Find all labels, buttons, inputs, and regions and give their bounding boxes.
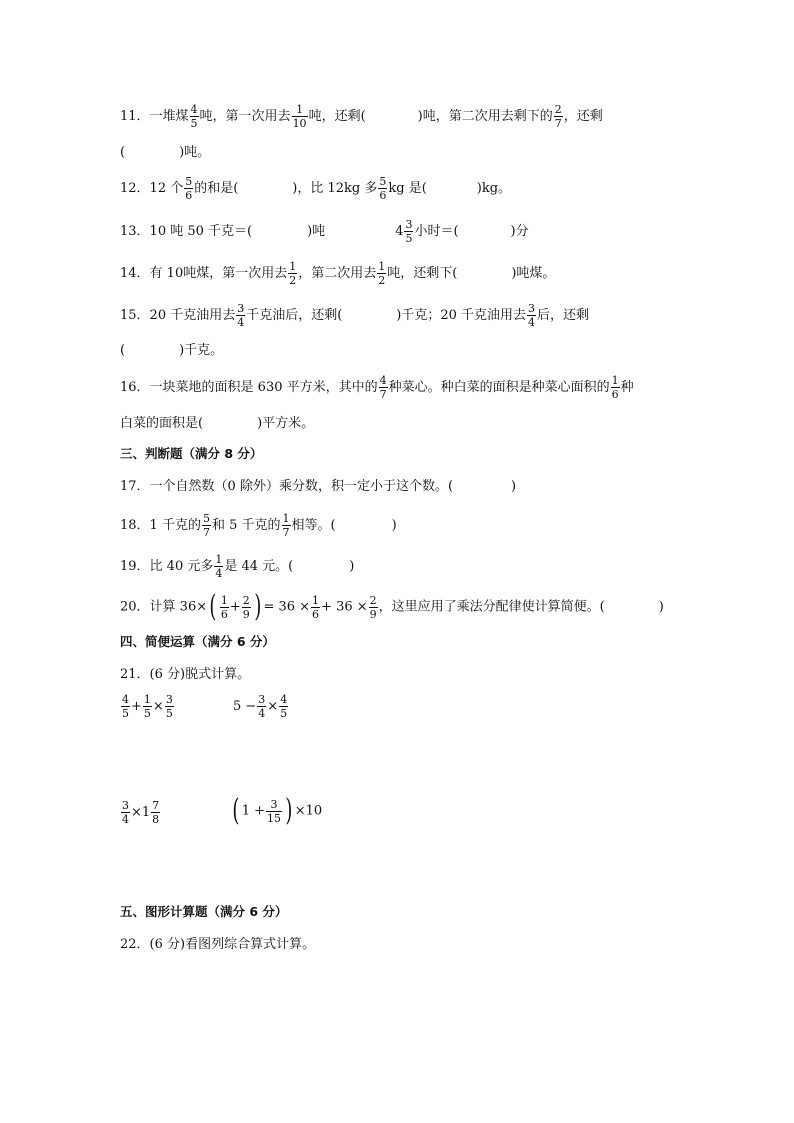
fraction: $\frac{3}{4}$ (528, 302, 536, 329)
fraction: $\frac{1}{10}$ (292, 103, 307, 130)
section-4-heading: 四、简便运算（满分 6 分） (120, 634, 275, 649)
question-16: 16．一块菜地的面积是 630 平方米，其中的 $\frac{4}{7}$ 种菜心。种白菜的面积是种菜心面积的 $\frac{1}{6}$ 种 (120, 374, 634, 401)
question-15-line2: ( )千克。 (120, 343, 224, 358)
q11-text-d: )吨，第二次用去剩下的 (417, 109, 553, 124)
fraction: $\frac{1}{6}$ (312, 593, 320, 621)
question-17: 17．一个自然数（0 除外）乘分数，积一定小于这个数。( ) (120, 479, 517, 494)
fraction: $\frac{4}{7}$ (379, 374, 387, 401)
question-21-label: 21．(6 分)脱式计算。 (120, 667, 251, 682)
question-11 (120, 104, 603, 129)
section-5-heading: 五、图形计算题（满分 6 分） (120, 904, 288, 919)
question-13: 13．10 吨 50 千克＝( )吨 4 $\frac{3}{5}$ 小时＝( )分 (120, 218, 529, 245)
question-18: 18．1 千克的 $\frac{5}{7}$ 和 5 千克的 $\frac{1}{7}$ 相等。( ) (120, 512, 397, 539)
fraction: $\frac{5}{6}$ (185, 175, 193, 202)
q11-text-e: ，还剩 (563, 109, 603, 124)
question-16-line2: 白菜的面积是( )平方米。 (120, 416, 315, 431)
fraction: $\frac{1}{6}$ (611, 374, 619, 401)
q11-text-a: 11．一堆煤 (120, 109, 189, 124)
question-14: 14．有 10吨煤，第一次用去 $\frac{1}{2}$ ，第二次用去 $\frac{1}{2}$ 吨，还剩下( )吨煤。 (120, 260, 556, 287)
fraction: $\frac{3}{4}$ (237, 302, 245, 329)
expression-4: ( 1 + $\frac{3}{15}$ ) ×10 (232, 793, 323, 828)
question-19: 19．比 40 元多 $\frac{1}{4}$ 是 44 元。( ) (120, 553, 355, 580)
fraction: $\frac{1}{2}$ (378, 260, 386, 287)
question-15: 15．20 千克油用去 $\frac{3}{4}$ 千克油后，还剩( )千克；20 千克油用去 $\frac{3}{4}$ 后，还剩 (120, 302, 590, 329)
expression-2: 5 − $\frac{3}{4}$ × $\frac{4}{5}$ (233, 693, 288, 720)
q11-text-c: 吨，还剩( (308, 109, 366, 124)
fraction: $\frac{5}{6}$ (379, 175, 387, 202)
fraction: $\frac{1}{2}$ (289, 260, 297, 287)
expression-1: $\frac{4}{5}$ + $\frac{1}{5}$ × $\frac{3}{5}$ (122, 693, 173, 720)
fraction: $\frac{2}{7}$ (554, 103, 562, 130)
question-11-line2: ( )吨。 (120, 145, 211, 160)
left-paren: ( (209, 589, 217, 624)
q11-text-b: 吨，第一次用去 (199, 109, 291, 124)
fraction: $\frac{3}{5}$ (405, 218, 413, 245)
fraction: $\frac{2}{9}$ (369, 593, 377, 621)
fraction: $\frac{1}{7}$ (282, 512, 290, 539)
question-20: 20．计算 36×( $\frac{1}{6}$ + $\frac{2}{9}$ ) = 36 × $\frac{1}{6}$ + 36 × $\frac{2}{9}$ ，这里应用了乘法分配律使计算简便。( ) (120, 589, 664, 624)
fraction: $\frac{5}{7}$ (202, 512, 210, 539)
fraction: $\frac{1}{4}$ (215, 553, 223, 580)
section-3-heading: 三、判断题（满分 8 分） (120, 446, 263, 461)
question-12: 12．12 个 $\frac{5}{6}$ 的和是( )，比 12kg 多 $\frac{5}{6}$ kg 是( )kg。 (120, 175, 512, 202)
right-paren: ) (254, 589, 262, 624)
fraction: $\frac{1}{6}$ (220, 593, 228, 621)
expression-3: $\frac{3}{4}$ ×1 $\frac{7}{8}$ (122, 799, 160, 826)
fraction: $\frac{4}{5}$ (190, 103, 198, 130)
question-22-label: 22．(6 分)看图列综合算式计算。 (120, 937, 316, 952)
fraction: $\frac{2}{9}$ (242, 593, 250, 621)
